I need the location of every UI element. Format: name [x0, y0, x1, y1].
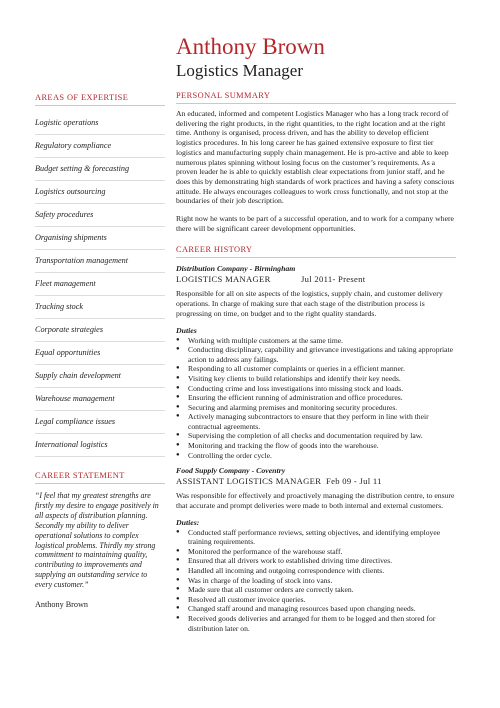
duties-list — [176, 336, 456, 461]
expertise-item: Equal opportunities — [35, 342, 165, 365]
duty-item: ● Made sure that all customer orders are correctly taken. — [176, 585, 456, 595]
role-title: ASSISTANT LOGISTICS MANAGER — [176, 476, 322, 487]
duty-item: ● Received goods deliveries and arranged for them to be logged and then stored for distribution later on. — [176, 614, 456, 633]
job-description: Was responsible for effectively and proactively managing the distribution centre, to ensure that accurate and prompt deliveries were made to both internal and external customers. — [176, 491, 455, 510]
duty-item: ● Conducting disciplinary, capability and grievance investigations and taking appropriate action to address any failings. — [176, 345, 456, 364]
summary-paragraph: An educated, informed and competent Logistics Manager who has a long track record of delivering the right products, in the right quantities, to the right location and at the right time. Anthony is organised, process driven, and has the ability to develop efficient logistics procedures. In his long career he has gained extensive exposure to first tier logistics and manufacturing supply chain management. He is pro-active and able to keep numerous plates spinning without losing focus on the customer’s requirements. As a proven leader he is able to quickly establish clear expectations from junior staff, and he does this by demonstrating high standards of work practices and having a safety conscious attitude. He always encourages colleagues to work cross functionally, and not stop at the boundaries of their job description. — [176, 109, 455, 206]
duty-item: ● Conducting crime and loss investigations into missing stock and loads. — [176, 384, 456, 394]
career-history-heading: CAREER HISTORY — [176, 245, 456, 258]
expertise-item: Organising shipments — [35, 227, 165, 250]
duty-item: ● Handled all incoming and outgoing correspondence with clients. — [176, 566, 456, 576]
job-description: Responsible for all on site aspects of the logistics, supply chain, and customer delivery operations. In charge of making sure that each stage of the distribution process is progressing on time, on budget and to the right quality standards. — [176, 289, 443, 318]
expertise-item: Logistics outsourcing — [35, 181, 165, 204]
duty-item: ● Monitored the performance of the warehouse staff. — [176, 547, 456, 557]
duty-item: ● Securing and alarming premises and monitoring security procedures. — [176, 403, 456, 413]
summary-paragraph-2: Right now he wants to be part of a successful operation, and to work for a company where there will be significant career development opportunities. — [176, 214, 454, 233]
candidate-name: Anthony Brown — [176, 34, 325, 59]
right-column — [176, 91, 456, 633]
duties-label: Duties: — [176, 517, 200, 527]
expertise-item: Safety procedures — [35, 204, 165, 227]
duty-item: ● Monitoring and tracking the flow of goods into the warehouse. — [176, 441, 456, 451]
expertise-item: Budget setting & forecasting — [35, 158, 165, 181]
role-dates: Feb 09 - Jul 11 — [326, 476, 382, 487]
role-title: LOGISTICS MANAGER — [176, 274, 271, 285]
company-name: Distribution Company - Birmingham — [176, 264, 296, 274]
role-row — [176, 476, 456, 486]
job-entry — [176, 466, 456, 633]
duty-item: ● Ensuring the efficient running of administration and office procedures. — [176, 393, 456, 403]
duty-item: ● Visiting key clients to build relationships and identify their key needs. — [176, 374, 456, 384]
duty-item: ● Changed staff around and managing resources based upon changing needs. — [176, 604, 456, 614]
expertise-item: Supply chain development — [35, 365, 165, 388]
duty-item: ● Ensured that all drivers work to established driving time directives. — [176, 556, 456, 566]
role-dates: Jul 2011- Present — [301, 274, 366, 285]
expertise-item: Corporate strategies — [35, 319, 165, 342]
duty-item: ● Responding to all customer complaints or queries in a efficient manner. — [176, 364, 456, 374]
company-name: Food Supply Company - Coventry — [176, 466, 286, 476]
expertise-list — [35, 112, 165, 457]
career-statement-heading: CAREER STATEMENT — [35, 471, 165, 484]
job-title: Logistics Manager — [176, 61, 303, 80]
duty-item: ● Controlling the order cycle. — [176, 451, 456, 461]
career-statement-quote: “I feel that my greatest strengths are firstly my desire to engage positively in all aspects of distribution planning. Secondly my ability to deliver operational solutions to complex logistical problems. Thirdly my strong commitment to maintaining quality, contributing to improvements and supplying an outstanding service to every customer.” — [35, 491, 159, 590]
expertise-item: Transportation management — [35, 250, 165, 273]
signature-name: Anthony Brown — [35, 600, 88, 610]
expertise-item: International logistics — [35, 434, 165, 457]
duty-item: ● Actively managing subcontractors to ensure that they perform in line with their contractual agreements. — [176, 412, 456, 431]
expertise-item: Regulatory compliance — [35, 135, 165, 158]
job-entry — [176, 264, 456, 460]
duty-item: ● Working with multiple customers at the same time. — [176, 336, 456, 346]
left-column — [35, 93, 165, 609]
duties-list — [176, 528, 456, 634]
duty-item: ● Resolved all customer invoice queries. — [176, 595, 456, 605]
expertise-heading: AREAS OF EXPERTISE — [35, 93, 165, 106]
duties-label: Duties — [176, 325, 197, 335]
duty-item: ● Conducted staff performance reviews, setting objectives, and identifying employee training requirements. — [176, 528, 456, 547]
expertise-item: Fleet management — [35, 273, 165, 296]
role-row — [176, 274, 456, 284]
duty-item: ● Was in charge of the loading of stock into vans. — [176, 576, 456, 586]
expertise-item: Tracking stock — [35, 296, 165, 319]
duty-item: ● Supervising the completion of all checks and documentation required by law. — [176, 431, 456, 441]
expertise-item: Logistic operations — [35, 112, 165, 135]
personal-summary-heading: PERSONAL SUMMARY — [176, 91, 456, 104]
expertise-item: Warehouse management — [35, 388, 165, 411]
expertise-item: Legal compliance issues — [35, 411, 165, 434]
